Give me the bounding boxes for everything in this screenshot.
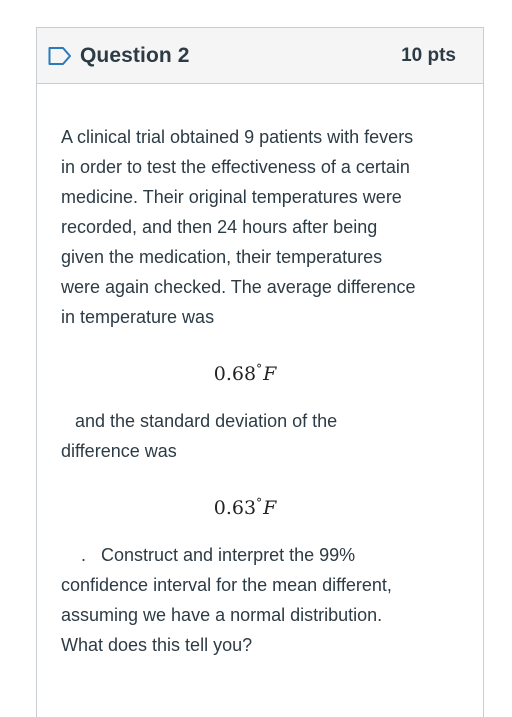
text-line: A clinical trial obtained 9 patients with fevers — [61, 127, 414, 147]
question-text-paragraph-1 — [61, 122, 459, 332]
text-line: recorded, and then 24 hours after being — [61, 217, 378, 237]
text-line: What does this tell you? — [61, 635, 253, 655]
question-text-paragraph-3 — [61, 540, 459, 660]
degree-symbol: ° — [256, 496, 263, 510]
text-line: were again checked. The average difference — [61, 277, 416, 297]
text-line: medicine. Their original temperatures were — [61, 187, 402, 207]
flag-outline-icon[interactable] — [47, 46, 73, 66]
text-line: assuming we have a normal distribution. — [61, 605, 383, 625]
question-header — [37, 28, 483, 84]
text-line: Construct and interpret the 99% — [101, 545, 356, 565]
text-line: in order to test the effectiveness of a certain — [61, 157, 410, 177]
leading-period: . — [81, 545, 87, 565]
math-average-difference — [61, 354, 459, 384]
question-text-paragraph-2 — [61, 406, 459, 466]
math-unit: F — [263, 497, 277, 519]
text-line: confidence interval for the mean different, — [61, 575, 392, 595]
text-line: difference was — [61, 441, 177, 461]
text-line: in temperature was — [61, 307, 215, 327]
text-line: given the medication, their temperatures — [61, 247, 383, 267]
text-line: and the standard deviation of the — [75, 411, 338, 431]
math-value: 0.68 — [213, 363, 257, 385]
question-title: Question 2 — [80, 43, 190, 67]
question-header-left — [47, 44, 190, 68]
question-points: 10 pts — [401, 44, 456, 66]
question-body — [37, 84, 483, 660]
math-standard-deviation — [61, 488, 459, 518]
question-card — [36, 27, 484, 717]
math-value: 0.63 — [213, 497, 257, 519]
math-unit: F — [263, 363, 277, 385]
degree-symbol: ° — [256, 362, 263, 376]
